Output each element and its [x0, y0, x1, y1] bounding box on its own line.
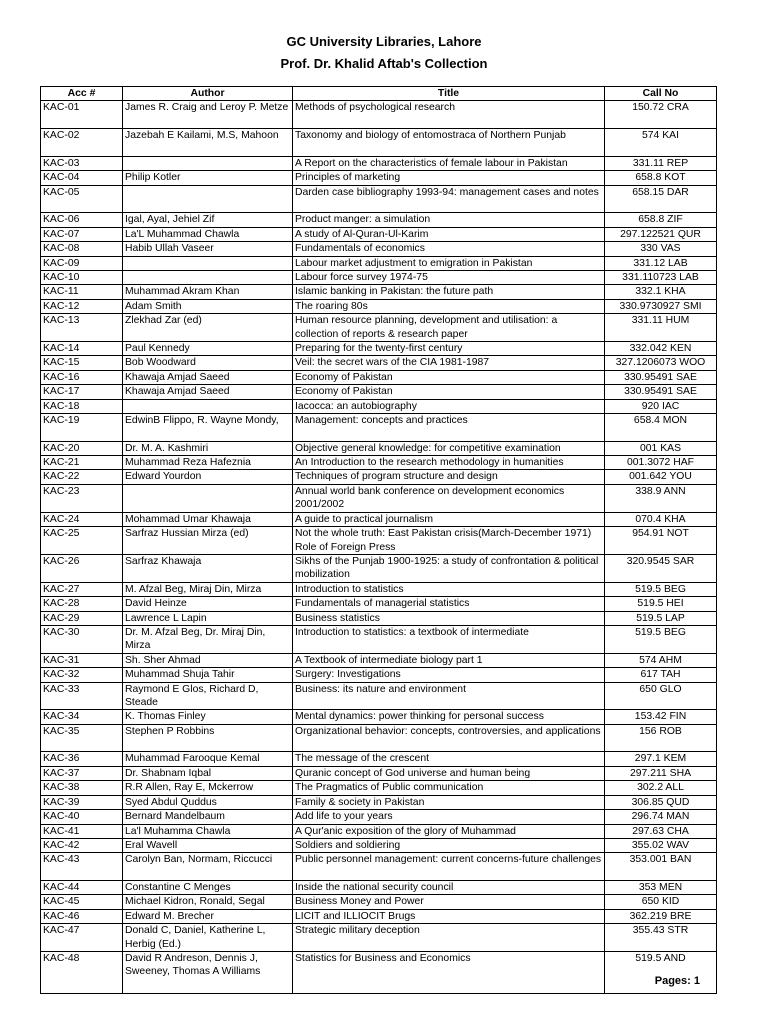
author-cell: Mohammad Umar Khawaja — [123, 512, 293, 526]
collection-subtitle: Prof. Dr. Khalid Aftab's Collection — [280, 56, 488, 71]
title-cell: Principles of marketing — [293, 171, 605, 185]
title-cell: Veil: the secret wars of the CIA 1981-1987 — [293, 356, 605, 370]
acc-number-cell: KAC-03 — [41, 156, 123, 170]
table-row — [41, 710, 717, 724]
table-row — [41, 270, 717, 284]
acc-number-cell: KAC-12 — [41, 299, 123, 313]
title-cell: Fundamentals of economics — [293, 242, 605, 256]
call-number-cell: 954.91 NOT — [605, 527, 717, 555]
author-cell: Muhammad Farooque Kemal — [123, 752, 293, 766]
author-cell — [123, 484, 293, 512]
library-title: GC University Libraries, Lahore — [286, 34, 482, 49]
title-cell: A Textbook of intermediate biology part 1 — [293, 653, 605, 667]
author-cell: Muhammad Reza Hafeznia — [123, 456, 293, 470]
title-cell: Objective general knowledge: for competitive examination — [293, 441, 605, 455]
author-cell: EdwinB Flippo, R. Wayne Mondy, — [123, 413, 293, 441]
table-row — [41, 185, 717, 213]
acc-number-cell: KAC-11 — [41, 285, 123, 299]
author-cell: Philip Kotler — [123, 171, 293, 185]
title-cell: A Qur'anic exposition of the glory of Muhammad — [293, 824, 605, 838]
call-number-cell: 327.1206073 WOO — [605, 356, 717, 370]
table-row — [41, 881, 717, 895]
title-cell: Labour market adjustment to emigration in Pakistan — [293, 256, 605, 270]
title-cell: The message of the crescent — [293, 752, 605, 766]
call-number-cell: 519.5 BEG — [605, 625, 717, 653]
title-cell: Introduction to statistics: a textbook of intermediate — [293, 625, 605, 653]
table-row — [41, 766, 717, 780]
author-cell: Sh. Sher Ahmad — [123, 653, 293, 667]
call-number-cell: 650 KID — [605, 895, 717, 909]
author-cell: Stephen P Robbins — [123, 724, 293, 752]
author-cell: Michael Kidron, Ronald, Segal — [123, 895, 293, 909]
author-cell: Muhammad Shuja Tahir — [123, 668, 293, 682]
table-row — [41, 399, 717, 413]
author-cell — [123, 399, 293, 413]
acc-number-cell: KAC-24 — [41, 512, 123, 526]
acc-number-cell: KAC-16 — [41, 370, 123, 384]
title-cell: A study of Al-Quran-Ul-Karim — [293, 227, 605, 241]
acc-number-cell: KAC-45 — [41, 895, 123, 909]
title-cell: Organizational behavior: concepts, controversies, and applications — [293, 724, 605, 752]
author-cell: M. Afzal Beg, Miraj Din, Mirza — [123, 582, 293, 596]
table-row — [41, 101, 717, 129]
author-cell: Sarfraz Khawaja — [123, 554, 293, 582]
acc-number-cell: KAC-01 — [41, 101, 123, 129]
header-row — [41, 87, 717, 101]
table-row — [41, 356, 717, 370]
title-cell: An Introduction to the research methodology in humanities — [293, 456, 605, 470]
call-number-cell: 296.74 MAN — [605, 810, 717, 824]
table-row — [41, 952, 717, 994]
table-row — [41, 171, 717, 185]
title-cell: Business statistics — [293, 611, 605, 625]
acc-number-cell: KAC-09 — [41, 256, 123, 270]
call-number-cell: 332.042 KEN — [605, 341, 717, 355]
call-number-cell: 658.8 KOT — [605, 171, 717, 185]
call-number-cell: 001 KAS — [605, 441, 717, 455]
table-row — [41, 724, 717, 752]
title-cell: Islamic banking in Pakistan: the future path — [293, 285, 605, 299]
author-cell: David R Andreson, Dennis J, Sweeney, Thomas A Williams — [123, 952, 293, 994]
author-cell: Edward Yourdon — [123, 470, 293, 484]
acc-number-cell: KAC-35 — [41, 724, 123, 752]
title-cell: Methods of psychological research — [293, 101, 605, 129]
call-number-cell: 920 IAC — [605, 399, 717, 413]
author-cell: Khawaja Amjad Saeed — [123, 385, 293, 399]
call-number-cell: 320.9545 SAR — [605, 554, 717, 582]
acc-number-cell: KAC-07 — [41, 227, 123, 241]
title-cell: Family & society in Pakistan — [293, 795, 605, 809]
acc-number-cell: KAC-38 — [41, 781, 123, 795]
table-row — [41, 470, 717, 484]
table-row — [41, 285, 717, 299]
table-row — [41, 456, 717, 470]
call-number-cell: 332.1 KHA — [605, 285, 717, 299]
table-row — [41, 242, 717, 256]
title-cell: Surgery: Investigations — [293, 668, 605, 682]
call-number-cell: 331.110723 LAB — [605, 270, 717, 284]
title-cell: Preparing for the twenty-first century — [293, 341, 605, 355]
table-row — [41, 341, 717, 355]
acc-number-cell: KAC-29 — [41, 611, 123, 625]
call-number-cell: 297.211 SHA — [605, 766, 717, 780]
call-number-cell: 519.5 HEI — [605, 597, 717, 611]
author-cell: Sarfraz Hussian Mirza (ed) — [123, 527, 293, 555]
call-number-cell: 156 ROB — [605, 724, 717, 752]
call-number-cell: 617 TAH — [605, 668, 717, 682]
call-number-cell: 070.4 KHA — [605, 512, 717, 526]
table-row — [41, 299, 717, 313]
column-header-call-no: Call No — [605, 87, 717, 101]
acc-number-cell: KAC-42 — [41, 838, 123, 852]
call-number-cell: 362.219 BRE — [605, 909, 717, 923]
column-header-author: Author — [123, 87, 293, 101]
table-row — [41, 582, 717, 596]
column-header-title: Title — [293, 87, 605, 101]
acc-number-cell: KAC-46 — [41, 909, 123, 923]
call-number-cell: 519.5 LAP — [605, 611, 717, 625]
author-cell: La'L Muhammad Chawla — [123, 227, 293, 241]
acc-number-cell: KAC-21 — [41, 456, 123, 470]
author-cell: James R. Craig and Leroy P. Metze — [123, 101, 293, 129]
author-cell: Khawaja Amjad Saeed — [123, 370, 293, 384]
acc-number-cell: KAC-37 — [41, 766, 123, 780]
author-cell: Syed Abdul Quddus — [123, 795, 293, 809]
table-row — [41, 668, 717, 682]
title-cell: Sikhs of the Punjab 1900-1925: a study of confrontation & political mobilization — [293, 554, 605, 582]
call-number-cell: 355.43 STR — [605, 924, 717, 952]
acc-number-cell: KAC-23 — [41, 484, 123, 512]
title-cell: Business Money and Power — [293, 895, 605, 909]
author-cell: Paul Kennedy — [123, 341, 293, 355]
acc-number-cell: KAC-05 — [41, 185, 123, 213]
title-cell: Labour force survey 1974-75 — [293, 270, 605, 284]
table-row — [41, 781, 717, 795]
acc-number-cell: KAC-41 — [41, 824, 123, 838]
title-cell: A guide to practical journalism — [293, 512, 605, 526]
title-cell: Management: concepts and practices — [293, 413, 605, 441]
acc-number-cell: KAC-17 — [41, 385, 123, 399]
acc-number-cell: KAC-47 — [41, 924, 123, 952]
title-cell: Strategic military deception — [293, 924, 605, 952]
title-cell: Human resource planning, development and utilisation: a collection of reports & research paper — [293, 314, 605, 342]
call-number-cell: 297.1 KEM — [605, 752, 717, 766]
acc-number-cell: KAC-22 — [41, 470, 123, 484]
table-row — [41, 484, 717, 512]
title-cell: Economy of Pakistan — [293, 385, 605, 399]
table-row — [41, 370, 717, 384]
table-row — [41, 213, 717, 227]
title-cell: Taxonomy and biology of entomostraca of Northern Punjab — [293, 129, 605, 157]
call-number-cell: 574 KAI — [605, 129, 717, 157]
call-number-cell: 519.5 AND — [605, 952, 717, 994]
table-row — [41, 682, 717, 710]
table-row — [41, 853, 717, 881]
acc-number-cell: KAC-02 — [41, 129, 123, 157]
acc-number-cell: KAC-33 — [41, 682, 123, 710]
call-number-cell: 330.95491 SAE — [605, 370, 717, 384]
call-number-cell: 338.9 ANN — [605, 484, 717, 512]
title-cell: Not the whole truth: East Pakistan crisis(March-December 1971) Role of Foreign Press — [293, 527, 605, 555]
author-cell: Donald C, Daniel, Katherine L, Herbig (Ed.) — [123, 924, 293, 952]
call-number-cell: 353.001 BAN — [605, 853, 717, 881]
page-count: Pages: 1 — [654, 975, 700, 987]
author-cell: Carolyn Ban, Normam, Riccucci — [123, 853, 293, 881]
call-number-cell: 331.11 HUM — [605, 314, 717, 342]
title-cell: Iacocca: an autobiography — [293, 399, 605, 413]
title-cell: Introduction to statistics — [293, 582, 605, 596]
author-cell: Igal, Ayal, Jehiel Zif — [123, 213, 293, 227]
call-number-cell: 001.3072 HAF — [605, 456, 717, 470]
call-number-cell: 519.5 BEG — [605, 582, 717, 596]
acc-number-cell: KAC-48 — [41, 952, 123, 994]
call-number-cell: 355.02 WAV — [605, 838, 717, 852]
author-cell: Muhammad Akram Khan — [123, 285, 293, 299]
title-cell: Economy of Pakistan — [293, 370, 605, 384]
catalog-rows — [41, 101, 717, 993]
table-row — [41, 385, 717, 399]
acc-number-cell: KAC-27 — [41, 582, 123, 596]
acc-number-cell: KAC-32 — [41, 668, 123, 682]
call-number-cell: 150.72 CRA — [605, 101, 717, 129]
table-row — [41, 611, 717, 625]
acc-number-cell: KAC-34 — [41, 710, 123, 724]
table-row — [41, 752, 717, 766]
author-cell: Bob Woodward — [123, 356, 293, 370]
acc-number-cell: KAC-06 — [41, 213, 123, 227]
table-row — [41, 527, 717, 555]
call-number-cell: 330.95491 SAE — [605, 385, 717, 399]
acc-number-cell: KAC-15 — [41, 356, 123, 370]
table-row — [41, 441, 717, 455]
author-cell: Constantine C Menges — [123, 881, 293, 895]
acc-number-cell: KAC-26 — [41, 554, 123, 582]
table-row — [41, 810, 717, 824]
author-cell — [123, 185, 293, 213]
title-cell: Business: its nature and environment — [293, 682, 605, 710]
call-number-cell: 306.85 QUD — [605, 795, 717, 809]
title-cell: Product manger: a simulation — [293, 213, 605, 227]
acc-number-cell: KAC-40 — [41, 810, 123, 824]
call-number-cell: 331.12 LAB — [605, 256, 717, 270]
acc-number-cell: KAC-25 — [41, 527, 123, 555]
call-number-cell: 330.9730927 SMI — [605, 299, 717, 313]
acc-number-cell: KAC-14 — [41, 341, 123, 355]
call-number-cell: 574 AHM — [605, 653, 717, 667]
author-cell: La'l Muhamma Chawla — [123, 824, 293, 838]
acc-number-cell: KAC-44 — [41, 881, 123, 895]
author-cell: Raymond E Glos, Richard D, Steade — [123, 682, 293, 710]
acc-number-cell: KAC-30 — [41, 625, 123, 653]
author-cell: David Heinze — [123, 597, 293, 611]
title-cell: Quranic concept of God universe and human being — [293, 766, 605, 780]
call-number-cell: 297.122521 QUR — [605, 227, 717, 241]
title-cell: The roaring 80s — [293, 299, 605, 313]
table-row — [41, 554, 717, 582]
catalog-table — [40, 86, 717, 994]
author-cell: K. Thomas Finley — [123, 710, 293, 724]
author-cell: Adam Smith — [123, 299, 293, 313]
call-number-cell: 330 VAS — [605, 242, 717, 256]
author-cell: Habib Ullah Vaseer — [123, 242, 293, 256]
table-row — [41, 512, 717, 526]
acc-number-cell: KAC-39 — [41, 795, 123, 809]
title-cell: Statistics for Business and Economics — [293, 952, 605, 994]
table-row — [41, 838, 717, 852]
title-cell: Darden case bibliography 1993-94: management cases and notes — [293, 185, 605, 213]
author-cell: Jazebah E Kailami, M.S, Mahoon — [123, 129, 293, 157]
author-cell — [123, 270, 293, 284]
acc-number-cell: KAC-18 — [41, 399, 123, 413]
author-cell: Eral Wavell — [123, 838, 293, 852]
table-row — [41, 129, 717, 157]
acc-number-cell: KAC-31 — [41, 653, 123, 667]
author-cell: Zlekhad Zar (ed) — [123, 314, 293, 342]
acc-number-cell: KAC-36 — [41, 752, 123, 766]
author-cell — [123, 256, 293, 270]
title-cell: Mental dynamics: power thinking for personal success — [293, 710, 605, 724]
author-cell: Lawrence L Lapin — [123, 611, 293, 625]
call-number-cell: 153.42 FIN — [605, 710, 717, 724]
call-number-cell: 331.11 REP — [605, 156, 717, 170]
table-row — [41, 413, 717, 441]
table-row — [41, 824, 717, 838]
acc-number-cell: KAC-28 — [41, 597, 123, 611]
acc-number-cell: KAC-43 — [41, 853, 123, 881]
call-number-cell: 658.15 DAR — [605, 185, 717, 213]
table-row — [41, 597, 717, 611]
acc-number-cell: KAC-13 — [41, 314, 123, 342]
title-cell: Public personnel management: current concerns-future challenges — [293, 853, 605, 881]
acc-number-cell: KAC-20 — [41, 441, 123, 455]
title-cell: Soldiers and soldiering — [293, 838, 605, 852]
title-cell: A Report on the characteristics of female labour in Pakistan — [293, 156, 605, 170]
title-cell: Techniques of program structure and design — [293, 470, 605, 484]
title-cell: Add life to your years — [293, 810, 605, 824]
column-header-acc: Acc # — [41, 87, 123, 101]
table-row — [41, 156, 717, 170]
table-row — [41, 924, 717, 952]
call-number-cell: 353 MEN — [605, 881, 717, 895]
acc-number-cell: KAC-19 — [41, 413, 123, 441]
title-cell: LICIT and ILLIOCIT Brugs — [293, 909, 605, 923]
title-cell: Annual world bank conference on development economics 2001/2002 — [293, 484, 605, 512]
author-cell: Dr. M. Afzal Beg, Dr. Miraj Din, Mirza — [123, 625, 293, 653]
title-cell: The Pragmatics of Public communication — [293, 781, 605, 795]
author-cell: Dr. M. A. Kashmiri — [123, 441, 293, 455]
table-row — [41, 795, 717, 809]
call-number-cell: 658.8 ZIF — [605, 213, 717, 227]
table-row — [41, 909, 717, 923]
call-number-cell: 297.63 CHA — [605, 824, 717, 838]
author-cell: Dr. Shabnam Iqbal — [123, 766, 293, 780]
acc-number-cell: KAC-04 — [41, 171, 123, 185]
author-cell — [123, 156, 293, 170]
table-row — [41, 314, 717, 342]
table-row — [41, 256, 717, 270]
call-number-cell: 658.4 MON — [605, 413, 717, 441]
table-row — [41, 653, 717, 667]
call-number-cell: 302.2 ALL — [605, 781, 717, 795]
table-row — [41, 895, 717, 909]
acc-number-cell: KAC-08 — [41, 242, 123, 256]
author-cell: Bernard Mandelbaum — [123, 810, 293, 824]
table-row — [41, 227, 717, 241]
title-cell: Inside the national security council — [293, 881, 605, 895]
title-cell: Fundamentals of managerial statistics — [293, 597, 605, 611]
acc-number-cell: KAC-10 — [41, 270, 123, 284]
author-cell: Edward M. Brecher — [123, 909, 293, 923]
call-number-cell: 650 GLO — [605, 682, 717, 710]
call-number-cell: 001.642 YOU — [605, 470, 717, 484]
table-row — [41, 625, 717, 653]
author-cell: R.R Allen, Ray E, Mckerrow — [123, 781, 293, 795]
